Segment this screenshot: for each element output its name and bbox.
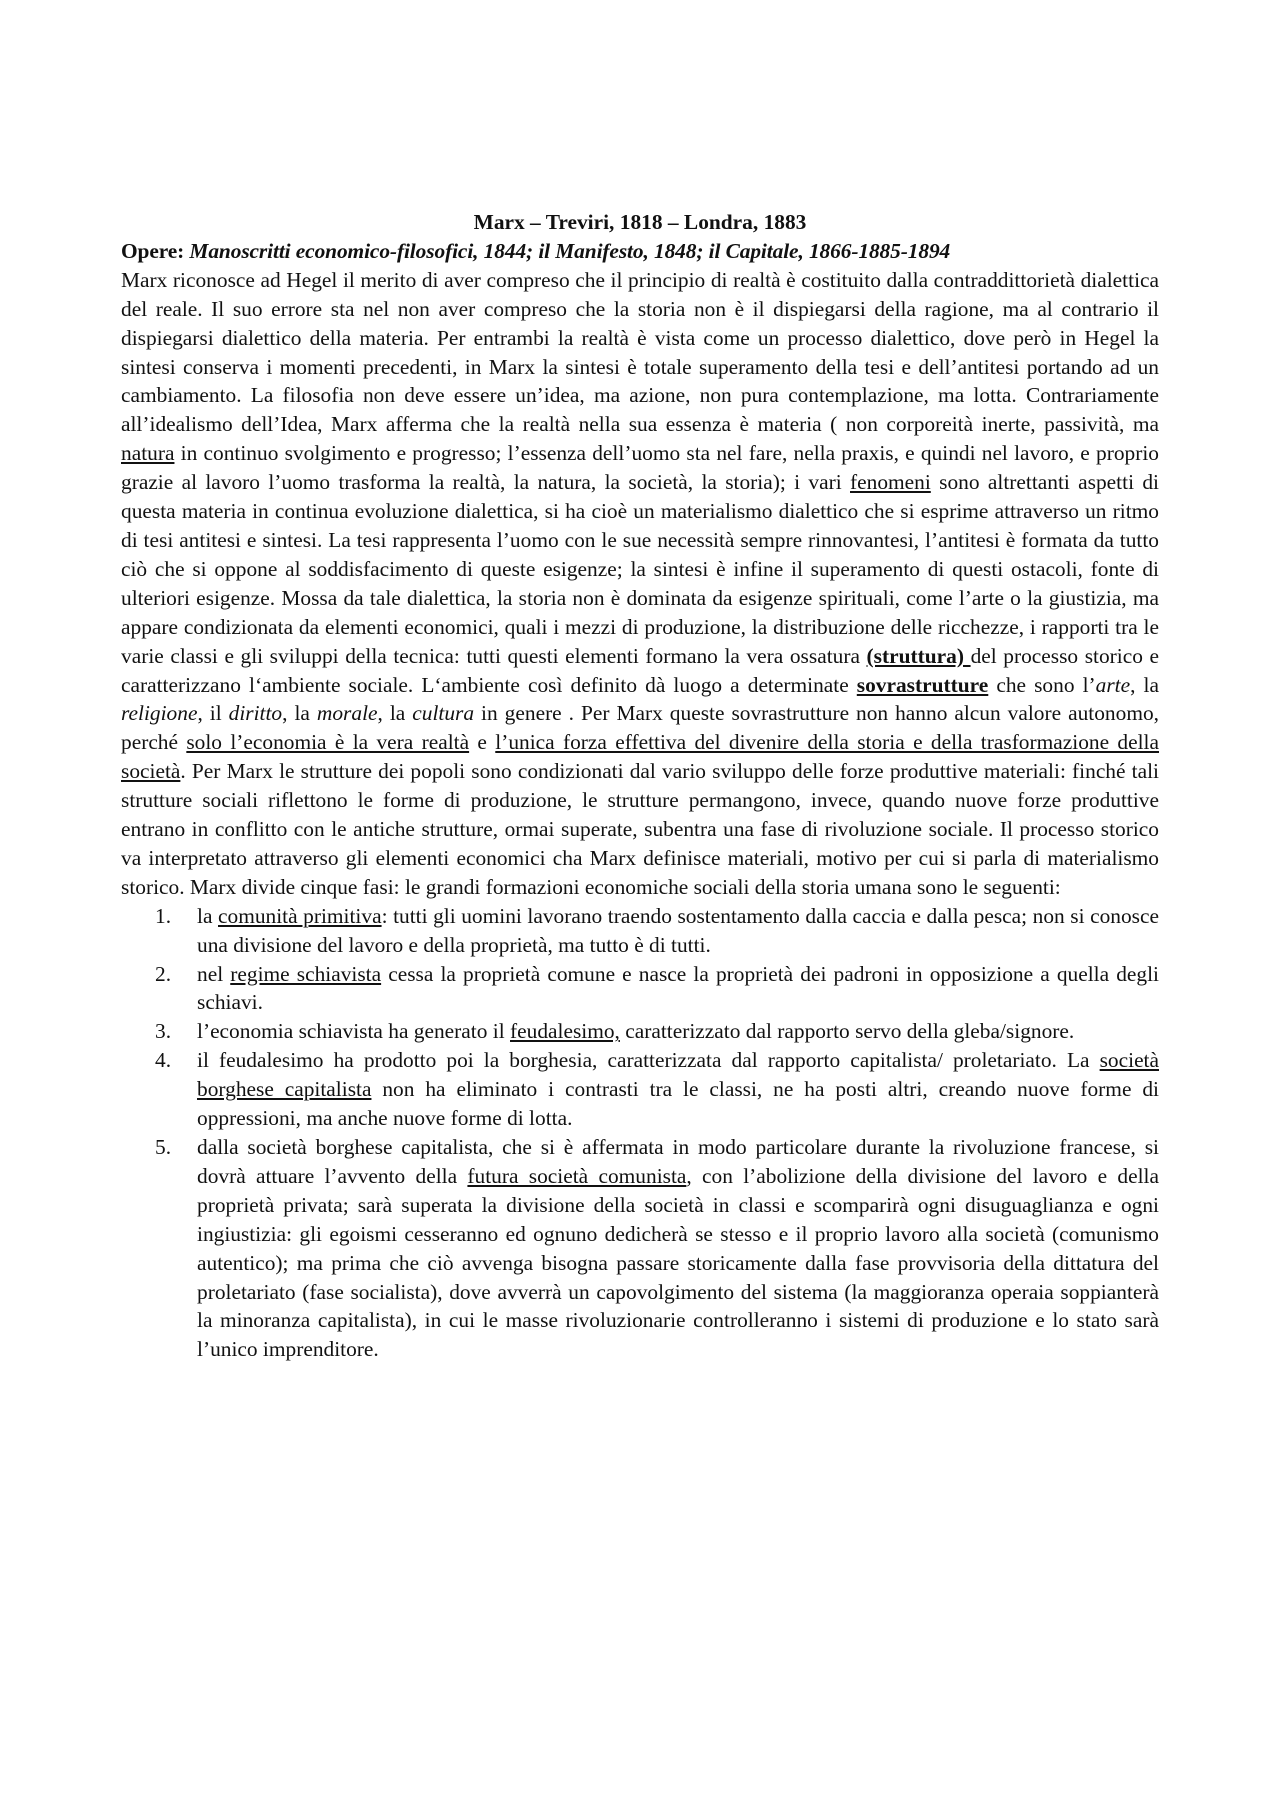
phases-list [121,902,1159,1365]
underlined-term-natura: natura [121,441,175,466]
list-number: 2. [155,961,172,986]
list-item [121,1046,1159,1133]
page-title: Marx – Treviri, 1818 – Londra, 1883 [473,210,807,234]
text-run: cessa la proprietà comune e nasce la proprietà dei padroni in opposizione a quella degli schiavi. [197,961,1159,1015]
bold-term-struttura: (struttura) [866,643,971,668]
text-run: non ha eliminato i contrasti tra le classi, ne ha posti altri, creando nuove forme di oppressioni, ma anche nuove forme di lotta. [197,1077,1159,1131]
text-run: , la [377,701,413,726]
text-run: sono altrettanti aspetti di questa materia in continua evoluzione dialettica, si ha cioè un materialismo dialettico che si esprime attraverso un ritmo di tesi antitesi e sintesi. La tesi rappresenta l’uomo con le sue necessità sempre rinnovantesi, l’antitesi è formata da tutto ciò che si oppone al soddisfacimento di queste esigenze; la sintesi è infine il superamento di questi ostacoli, fonte di ulteriori esigenze. Mossa da tale dialettica, la storia non è dominata da esigenze spirituali, come l’arte o la giustizia, ma appare condizionata da elementi economici, quali i mezzi di produzione, la distribuzione delle ricchezze, i rapporti tra le varie classi e gli sviluppi della tecnica: tutti questi elementi formano la vera ossatura [121,470,1159,668]
text-run: e [469,730,496,755]
intro-paragraph [121,266,1159,902]
list-item [121,902,1159,960]
document-page [121,208,1159,1364]
list-item [121,1017,1159,1046]
underlined-term: futura società comunista [467,1163,687,1188]
italic-term-cultura: cultura [412,701,475,726]
text-run: . Per Marx le strutture dei popoli sono condizionati dal vario sviluppo delle forze produttive materiali: finché tali strutture sociali riflettono le forme di produzione, le strutture permangono, invece, quando nuove forze produttive entrano in conflitto con le antiche strutture, ormai superate, subentra una fase di rivoluzione sociale. Il processo storico va interpretato attraverso gli elementi economici cha Marx definisce materiali, motivo per cui si parla di materialismo storico. Marx divide cinque fasi: le grandi formazioni economiche sociali della storia umana sono le seguenti: [121,759,1159,899]
text-run: in continuo svolgimento e progresso; l’essenza dell’uomo sta nel fare, nella praxis, e quindi nel lavoro, e proprio grazie al lavoro l’uomo trasforma la realtà, la natura, la società, la storia); i vari [121,441,1159,495]
list-number: 1. [155,903,172,928]
text-run: del processo storico e caratterizzano l‘ambiente sociale. L‘ambiente così definito dà luogo a determinate [121,643,1160,697]
italic-term-morale: morale [316,701,378,726]
italic-term-arte: arte [1095,672,1131,697]
underlined-term: comunità primitiva [218,903,382,928]
text-run: : tutti gli uomini lavorano traendo sostentamento dalla caccia e dalla pesca; non si conosce una divisione del lavoro e della proprietà, ma tutto è di tutti. [197,903,1159,957]
underlined-term: feudalesimo, [510,1019,620,1044]
text-run: l’economia schiavista ha generato il [197,1019,511,1044]
text-run: , la [1130,672,1159,697]
text-run: il feudalesimo ha prodotto poi la borghesia, caratterizzata dal rapporto capitalista/ proletariato. La [197,1048,1100,1073]
works-line [121,237,1159,266]
italic-term-religione: religione [121,701,198,726]
text-run: dalla società borghese capitalista, che si è affermata in modo particolare durante la rivoluzione francese, si dovrà attuare l’avvento della [197,1135,1159,1188]
underlined-term: società borghese capitalista [197,1048,1159,1102]
text-run: , la [282,701,317,726]
text-run: nel [197,961,231,986]
list-number: 4. [155,1048,172,1073]
text-run: in genere . Per Marx queste sovrastrutture non hanno alcun valore autonomo, perché [121,701,1160,755]
underlined-phrase-forza: l’unica forza effettiva del divenire della storia e della trasformazione della società [121,730,1159,784]
text-run: , il [197,701,229,726]
works-list: Manoscritti economico-filosofici, 1844; il Manifesto, 1848; il Capitale, 1866-1885-1894 [189,238,951,263]
underlined-term: regime schiavista [230,961,382,986]
underlined-term-fenomeni: fenomeni [850,470,931,495]
list-item [121,1133,1159,1364]
text-run: la [197,903,218,928]
works-label: Opere: [121,238,185,263]
italic-term-diritto: diritto [228,701,283,726]
text-run: che sono l’ [988,672,1096,697]
list-number: 3. [155,1019,172,1044]
bold-term-sovrastrutture: sovrastrutture [856,672,989,697]
text-run: , con l’abolizione della divisione del lavoro e della proprietà privata; sarà superata la divisione della società in classi e scomparirà ogni disuguaglianza e ogni ingiustizia: gli egoismi cesseranno ed ognuno dedicherà se stesso e il proprio lavoro alla società (comunismo autentico); ma prima che ciò avvenga bisogna passare storicamente dalla fase provvisoria della dittatura del proletariato (fase socialista), dove avverrà un capovolgimento del sistema (la maggioranza operaia soppianterà la minoranza capitalista), in cui le masse rivoluzionarie controlleranno i sistemi di produzione e lo stato sarà l’unico imprenditore. [197,1163,1159,1362]
text-run: caratterizzato dal rapporto servo della gleba/signore. [619,1019,1075,1044]
underlined-phrase-economia: solo l’economia è la vera realtà [186,730,470,755]
list-number: 5. [155,1135,172,1159]
text-run: Marx riconosce ad Hegel il merito di aver compreso che il principio di realtà è costituito dalla contraddittorietà dialettica del reale. Il suo errore sta nel non aver compreso che la storia non è il dispiegarsi della ragione, ma al contrario il dispiegarsi dialettico della materia. Per entrambi la realtà è vista come un processo dialettico, dove però in Hegel la sintesi conserva i momenti precedenti, in Marx la sintesi è totale superamento della tesi e dell’antitesi portando ad un cambiamento. La filosofia non deve essere un’idea, ma azione, non pura contemplazione, ma lotta. Contrariamente all’idealismo dell’Idea, Marx afferma che la realtà nella sua essenza è materia ( non corporeità inerte, passività, ma [121,267,1159,437]
list-item [121,960,1159,1018]
